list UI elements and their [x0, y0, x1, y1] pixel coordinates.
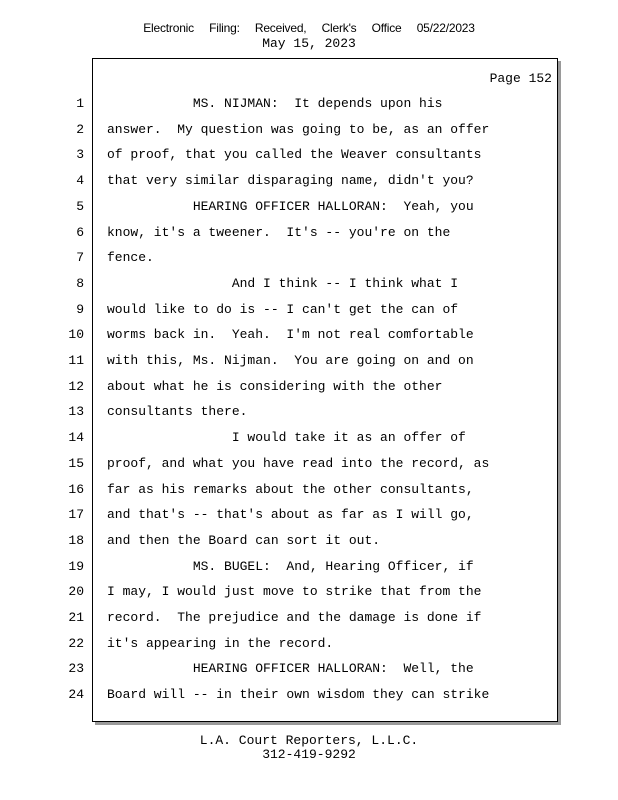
stamp-filing: Filing: [209, 21, 240, 35]
stamp-received: Received, [254, 21, 307, 35]
transcript-line [0, 404, 618, 424]
line-number: 3 [76, 147, 84, 163]
transcript-line [0, 584, 618, 604]
transcript-line [0, 353, 618, 373]
filing-stamp [0, 21, 618, 35]
line-text: And I think -- I think what I [107, 275, 459, 291]
line-text: I would take it as an offer of [107, 430, 466, 446]
line-number: 12 [68, 378, 84, 394]
line-text: of proof, that you called the Weaver consultants [107, 147, 482, 163]
page-number: Page 152 [489, 71, 552, 86]
line-number: 17 [68, 507, 84, 523]
transcript-line [0, 610, 618, 630]
line-number: 20 [68, 584, 84, 600]
transcript-line [0, 96, 618, 116]
stamp-clerks: Clerk's [321, 21, 357, 35]
line-number: 11 [68, 353, 84, 368]
line-number: 4 [76, 173, 84, 189]
line-text: would like to do is -- I can't get the can of [107, 301, 459, 317]
line-text: MS. NIJMAN: It depends upon his [107, 96, 443, 111]
line-number: 10 [68, 327, 84, 343]
line-text: MS. BUGEL: And, Hearing Officer, if [107, 558, 474, 574]
footer-company: L.A. Court Reporters, L.L.C. [199, 733, 419, 748]
transcript-line [0, 507, 618, 527]
transcript-line [0, 430, 618, 450]
line-text: I may, I would just move to strike that from the [107, 584, 482, 600]
line-text: answer. My question was going to be, as an offer [107, 121, 490, 137]
line-text: fence. [107, 250, 154, 266]
line-number: 19 [68, 558, 84, 574]
line-number: 14 [68, 430, 84, 446]
line-text: consultants there. [107, 404, 248, 420]
transcript-line [0, 276, 618, 296]
line-text: HEARING OFFICER HALLORAN: Well, the [107, 661, 474, 677]
line-number: 16 [68, 481, 84, 497]
transcript-line [0, 687, 618, 707]
transcript-line [0, 122, 618, 142]
line-text: with this, Ms. Nijman. You are going on and on [107, 353, 474, 368]
line-text: and that's -- that's about as far as I will go, [107, 507, 474, 523]
line-number: 13 [68, 404, 84, 420]
footer-phone: 312-419-9292 [262, 747, 356, 762]
line-text: far as his remarks about the other consultants, [107, 481, 474, 497]
transcript-line [0, 327, 618, 347]
transcript-line [0, 533, 618, 553]
transcript-line [0, 173, 618, 193]
transcript-date: May 15, 2023 [262, 36, 356, 51]
stamp-date: 05/22/2023 [416, 21, 475, 35]
transcript-line [0, 302, 618, 322]
transcript-line [0, 250, 618, 270]
transcript-line [0, 559, 618, 579]
transcript-line [0, 147, 618, 167]
line-text: record. The prejudice and the damage is done if [107, 610, 482, 625]
line-text: it's appearing in the record. [107, 635, 334, 651]
line-text: worms back in. Yeah. I'm not real comfortable [107, 327, 474, 343]
transcript-line [0, 379, 618, 399]
transcript-line [0, 482, 618, 502]
transcript-line [0, 225, 618, 245]
transcript-line [0, 636, 618, 656]
line-number: 5 [76, 198, 84, 214]
line-number: 9 [76, 301, 84, 317]
transcript-line [0, 456, 618, 476]
line-text: about what he is considering with the other [107, 378, 443, 394]
stamp-electronic: Electronic [143, 21, 194, 35]
line-text: and then the Board can sort it out. [107, 532, 381, 548]
line-number: 18 [68, 532, 84, 548]
line-number: 24 [68, 687, 84, 703]
line-number: 2 [76, 121, 84, 137]
transcript-line [0, 661, 618, 681]
line-text: HEARING OFFICER HALLORAN: Yeah, you [107, 198, 474, 214]
stamp-office: Office [371, 21, 402, 35]
line-text: that very similar disparaging name, didn't you? [107, 173, 474, 189]
line-number: 8 [76, 275, 84, 291]
line-text: proof, and what you have read into the record, as [107, 455, 490, 471]
line-number: 1 [76, 96, 84, 111]
line-number: 15 [68, 455, 84, 471]
transcript-line [0, 199, 618, 219]
line-number: 23 [68, 661, 84, 677]
line-number: 7 [76, 250, 84, 266]
line-number: 22 [68, 635, 84, 651]
line-number: 6 [76, 224, 84, 240]
line-text: know, it's a tweener. It's -- you're on the [107, 224, 451, 240]
line-number: 21 [68, 610, 84, 625]
line-text: Board will -- in their own wisdom they can strike [107, 687, 490, 703]
